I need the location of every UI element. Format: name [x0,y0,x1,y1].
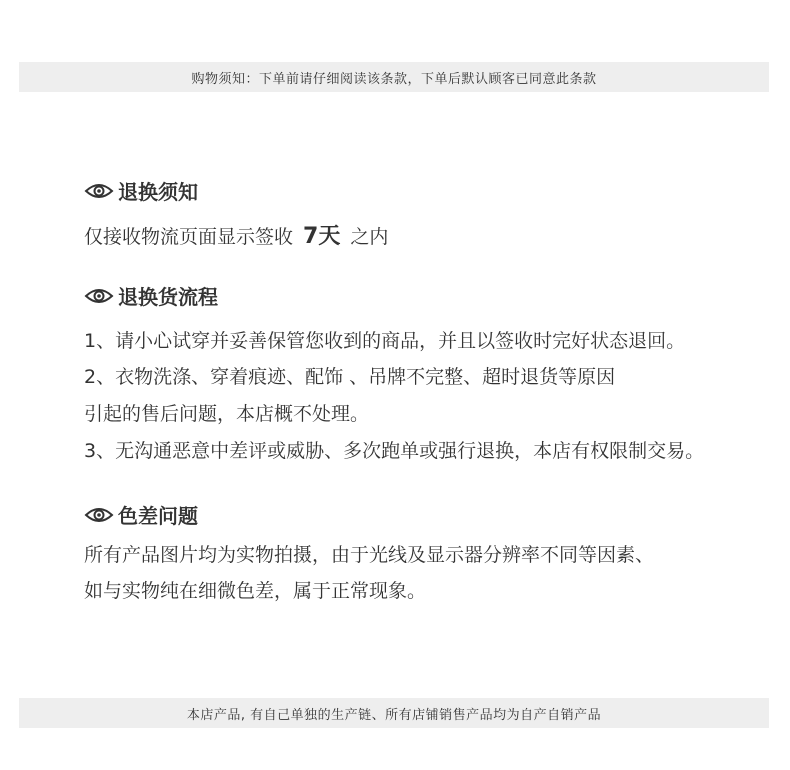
process-line-3: 引起的售后问题，本店概不处理。 [84,403,370,425]
footer-bar [19,698,769,728]
process-line-2: 2、衣物洗涤、穿着痕迹、配饰 、吊牌不完整、超时退货等原因 [84,366,616,388]
return-process-title: 退换货流程 [118,285,218,309]
return-process-heading [84,281,218,310]
return-text-after: 之内 [350,226,389,248]
shopping-notice-bar [19,62,769,92]
color-diff-heading [84,500,198,529]
eye-icon [84,286,114,306]
color-line-2: 如与实物纯在细微色差，属于正常现象。 [84,580,427,602]
shopping-notice-text: 购物须知：下单前请仔细阅读该条款，下单后默认顾客已同意此条款 [191,71,597,87]
return-days-highlight: 7天 [303,224,341,249]
return-notice-text [84,219,388,250]
eye-icon [84,181,114,201]
color-line-1: 所有产品图片均为实物拍摄，由于光线及显示器分辨率不同等因素、 [84,544,655,566]
return-notice-heading [84,176,198,205]
color-diff-title: 色差问题 [118,504,198,528]
eye-icon [84,505,114,525]
footer-text: 本店产品, 有自己单独的生产链、所有店铺销售产品均为自产自销产品 [186,707,602,723]
process-line-4: 3、无沟通恶意中差评或威胁、多次跑单或强行退换，本店有权限制交易。 [84,440,705,462]
return-notice-title: 退换须知 [118,180,198,204]
process-line-1: 1、请小心试穿并妥善保管您收到的商品，并且以签收时完好状态退回。 [84,330,686,352]
return-text-before: 仅接收物流页面显示签收 [84,226,294,248]
